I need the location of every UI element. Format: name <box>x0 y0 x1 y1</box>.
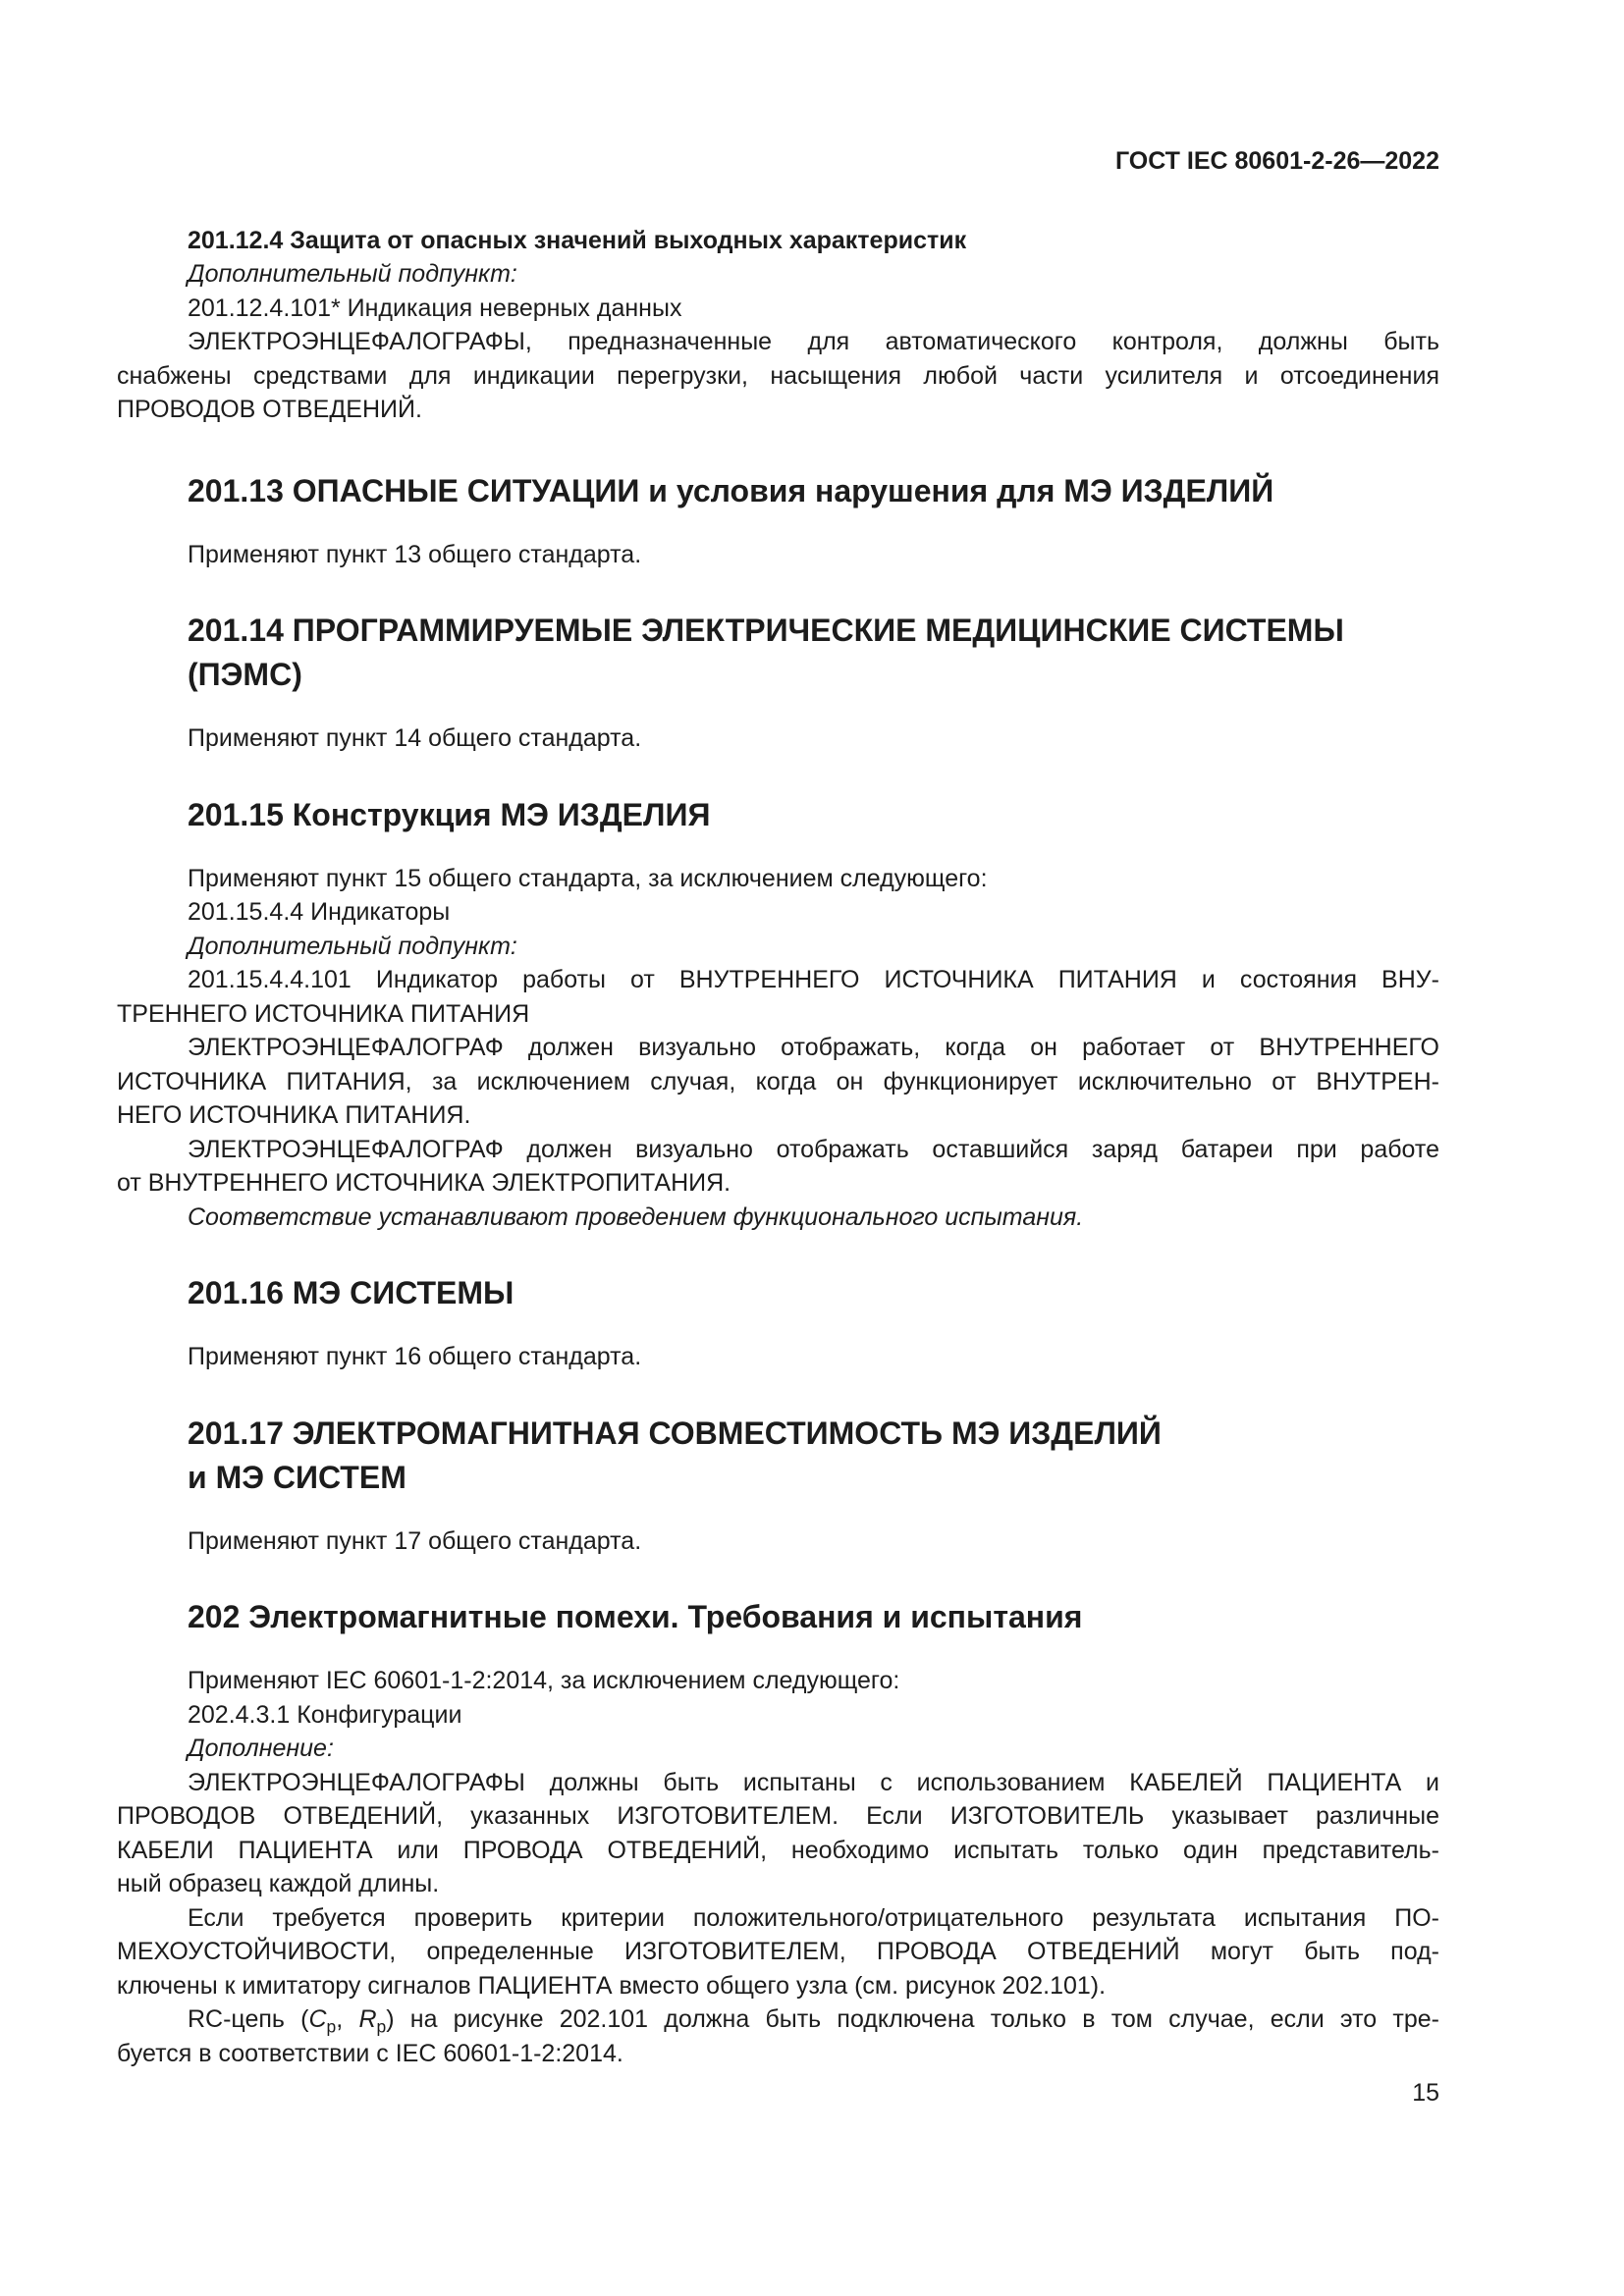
subscript: p <box>326 2016 337 2037</box>
section-title-201-14: 201.14 ПРОГРАММИРУЕМЫЕ ЭЛЕКТРИЧЕСКИЕ МЕДИЦИНСКИЕ СИСТЕМЫ <box>188 613 1344 648</box>
section-text-201-14: Применяют пункт 14 общего стандарта. <box>188 724 642 752</box>
paragraph-line: ЭЛЕКТРОЭНЦЕФАЛОГРАФ должен визуально отображать, когда он работает от ВНУТРЕННЕГО <box>188 1034 1439 1061</box>
paragraph-line: снабжены средствами для индикации перегрузки, насыщения любой части усилителя и отсоединения <box>117 361 1439 390</box>
paragraph-line: ПРОВОДОВ ОТВЕДЕНИЙ. <box>117 396 422 423</box>
paragraph-line: ЭЛЕКТРОЭНЦЕФАЛОГРАФЫ должны быть испытаны с использованием КАБЕЛЕЙ ПАЦИЕНТА и <box>188 1768 1439 1796</box>
supplementary-note: Дополнительный подпункт: <box>188 260 517 288</box>
paragraph-line: 201.15.4.4.101 Индикатор работы от ВНУТРЕННЕГО ИСТОЧНИКА ПИТАНИЯ и состояния ВНУ- <box>188 966 1439 993</box>
item-201-12-4-101: 201.12.4.101* Индикация неверных данных <box>188 294 682 322</box>
section-text-201-16: Применяют пункт 16 общего стандарта. <box>188 1343 642 1370</box>
paragraph-line: ПРОВОДОВ ОТВЕДЕНИЙ, указанных ИЗГОТОВИТЕЛЕМ. Если ИЗГОТОВИТЕЛЬ указывает различные <box>117 1802 1439 1830</box>
item-202-4-3-1: 202.4.3.1 Конфигурации <box>188 1700 462 1729</box>
section-title-201-14-cont: (ПЭМС) <box>188 657 302 692</box>
paragraph-line: ИСТОЧНИКА ПИТАНИЯ, за исключением случая, когда он функционирует исключительно от ВНУТРЕН- <box>117 1067 1439 1095</box>
section-text-201-17: Применяют пункт 17 общего стандарта. <box>188 1526 642 1555</box>
page-number: 15 <box>1412 2079 1439 2107</box>
paragraph-line: ТРЕННЕГО ИСТОЧНИКА ПИТАНИЯ <box>117 999 530 1028</box>
section-text-202: Применяют IEC 60601-1-2:2014, за исключением следующего: <box>188 1667 900 1694</box>
subsection-title-201-12-4: 201.12.4 Защита от опасных значений выходных характеристик <box>188 227 967 254</box>
text-fragment: RC-цепь ( <box>188 2005 309 2033</box>
section-title-201-13: 201.13 ОПАСНЫЕ СИТУАЦИИ и условия нарушения для МЭ ИЗДЕЛИЙ <box>188 472 1274 508</box>
subscript: p <box>376 2016 387 2037</box>
paragraph-line: буется в соответствии с IEC 60601-1-2:2014. <box>117 2039 623 2067</box>
paragraph-line: ЭЛЕКТРОЭНЦЕФАЛОГРАФЫ, предназначенные для автоматического контроля, должны быть <box>188 328 1439 355</box>
section-text-201-13: Применяют пункт 13 общего стандарта. <box>188 540 642 568</box>
paragraph-line: ЭЛЕКТРОЭНЦЕФАЛОГРАФ должен визуально отображать оставшийся заряд батареи при работе <box>188 1135 1439 1163</box>
section-text-201-15: Применяют пункт 15 общего стандарта, за исключением следующего: <box>188 864 988 892</box>
section-title-201-15: 201.15 Конструкция МЭ ИЗДЕЛИЯ <box>188 796 711 832</box>
paragraph-line: ный образец каждой длины. <box>117 1870 440 1897</box>
document-number-header: ГОСТ IEC 80601-2-26—2022 <box>1114 147 1439 175</box>
page-content <box>117 224 1439 2070</box>
paragraph-line: ключены к имитатору сигналов ПАЦИЕНТА вместо общего узла (см. рисунок 202.101). <box>117 1971 1107 2000</box>
paragraph-line: Если требуется проверить критерии положительного/отрицательного результата испытания ПО- <box>188 1903 1439 1932</box>
paragraph-line <box>117 2002 1439 2037</box>
text-fragment: , <box>336 2005 359 2033</box>
section-title-201-17-cont: и МЭ СИСТЕМ <box>188 1459 406 1495</box>
supplementary-note: Дополнительный подпункт: <box>188 932 517 960</box>
text-fragment: ) на рисунке 202.101 должна быть подключена только в том случае, если это тре- <box>386 2005 1439 2033</box>
paragraph-line: МЕХОУСТОЙЧИВОСТИ, определенные ИЗГОТОВИТЕЛЕМ, ПРОВОДА ОТВЕДЕНИЙ могут быть под- <box>117 1938 1439 1965</box>
resistance-symbol: R <box>358 2005 377 2033</box>
capacitance-symbol: C <box>308 2005 327 2033</box>
item-201-15-4-4: 201.15.4.4 Индикаторы <box>188 898 451 926</box>
section-title-201-16: 201.16 МЭ СИСТЕМЫ <box>188 1275 514 1310</box>
paragraph-line: от ВНУТРЕННЕГО ИСТОЧНИКА ЭЛЕКТРОПИТАНИЯ. <box>117 1169 731 1197</box>
section-title-202: 202 Электромагнитные помехи. Требования и испытания <box>188 1599 1083 1634</box>
compliance-statement: Соответствие устанавливают проведением функционального испытания. <box>188 1202 1084 1231</box>
section-title-201-17: 201.17 ЭЛЕКТРОМАГНИТНАЯ СОВМЕСТИМОСТЬ МЭ ИЗДЕЛИЙ <box>188 1415 1162 1451</box>
document-page <box>117 0 1439 2296</box>
paragraph-line: НЕГО ИСТОЧНИКА ПИТАНИЯ. <box>117 1101 471 1129</box>
paragraph-line: КАБЕЛИ ПАЦИЕНТА или ПРОВОДА ОТВЕДЕНИЙ, необходимо испытать только один представитель- <box>117 1836 1439 1864</box>
addition-note: Дополнение: <box>188 1735 334 1762</box>
